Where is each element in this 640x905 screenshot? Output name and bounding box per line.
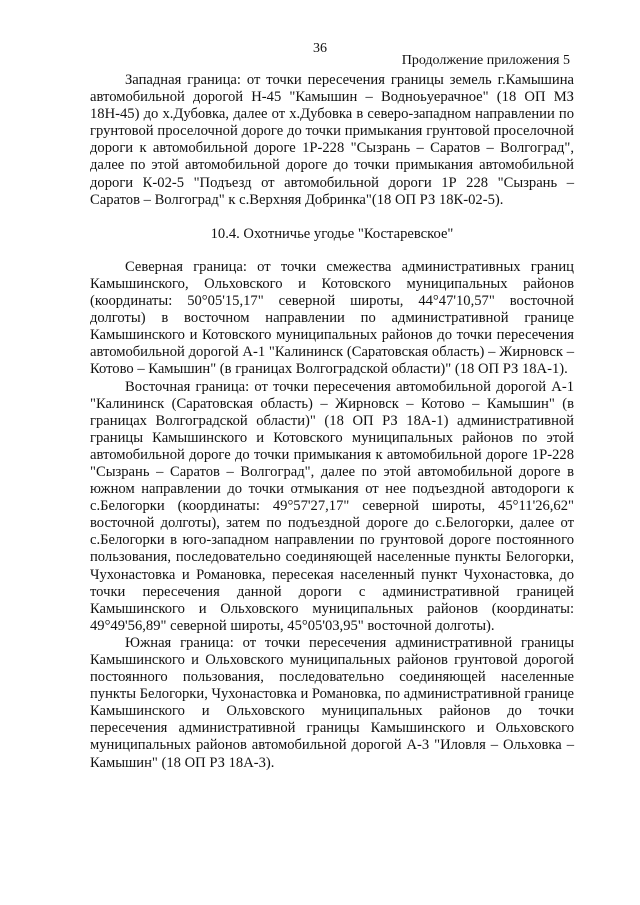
- west-border-paragraph: Западная граница: от точки пересечения границы земель г.Камышина автомобильной дорогой Н-45 "Камышин – Водноьуерачное" (18 ОП МЗ 18Н-45) до х.Дубовка, далее от х.Дубовка в северо-западном направлении по грунтовой проселочной дороге до точки примыкания грунтовой проселочной дороги к автомобильной дороге 1Р-228 "Сызрань – Саратов – Волгоград", далее по этой автомобильной дороге до точки примыкания автомобильной дороги К-02-5 "Подъезд от автомобильной дороги 1Р 228 "Сызрань – Саратов – Волгоград" к с.Верхняя Добринка"(18 ОП РЗ 18К-02-5).: [90, 72, 574, 208]
- south-border-paragraph: Южная граница: от точки пересечения административной границы Камышинского и Ольховского муниципальных районов грунтовой дорогой постоянного пользования, последовательно соединяющей населенные пункты Белогорки, Чухонастовка и Романовка, по административной границе Камышинского и Ольховского муниципальных районов до точки пересечения административной границы Камышинского и Ольховского муниципальных районов автомобильной дорогой А-3 "Иловля – Ольховка – Камышин" (18 ОП РЗ 18А-3).: [90, 634, 574, 771]
- section-heading: 10.4. Охотничье угодье "Костаревское": [210, 225, 454, 242]
- page-number: 36: [313, 41, 327, 56]
- east-border-paragraph: Восточная граница: от точки пересечения автомобильной дорогой А-1 "Калининск (Саратовская область) – Жирновск – Котово – Камышин" (в границах Волгоградской области)" (18 ОП РЗ 18А-1) административной границы Камышинского и Котовского муниципальных районов по этой автомобильной дороге до точки примыкания к автомобильной дороге 1Р-228 "Сызрань – Саратов – Волгоград", далее по этой автомобильной дороге в южном направлении до точки отмыкания от нее подъездной автодороги к с.Белогорки (координаты: 49°57'27,17" северной широты, 45°11'26,62" восточной долготы), затем по подъездной дороге до с.Белогорки, далее от с.Белогорки в юго-западном направлении по грунтовой дороге постоянного пользования, последовательно соединяющей населенные пункты Белогорки, Чухонастовка и Романовка, пересекая населенный пункт Чухонастовка, до точки пересечения данной дороги с административной границей Камышинского и Ольховского муниципальных районов (координаты: 49°49'56,89" северной широты, 45°05'03,95" восточной долготы).: [90, 378, 574, 634]
- document-body: [90, 72, 574, 772]
- appendix-continuation-note: Продолжение приложения 5: [401, 53, 570, 68]
- north-border-paragraph: Северная граница: от точки смежества административных границ Камышинского, Ольховского и Котовского муниципальных районов (координаты: 50°05'15,17" северной широты, 44°47'10,57" восточной долготы) в восточном направлении по административной границе Камышинского и Котовского муниципальных районов до точки пересечения автомобильной дорогой А-1 "Калининск (Саратовская область) – Жирновск – Котово – Камышин" (в границах Волгоградской области)" (18 ОП РЗ 18А-1).: [90, 258, 574, 378]
